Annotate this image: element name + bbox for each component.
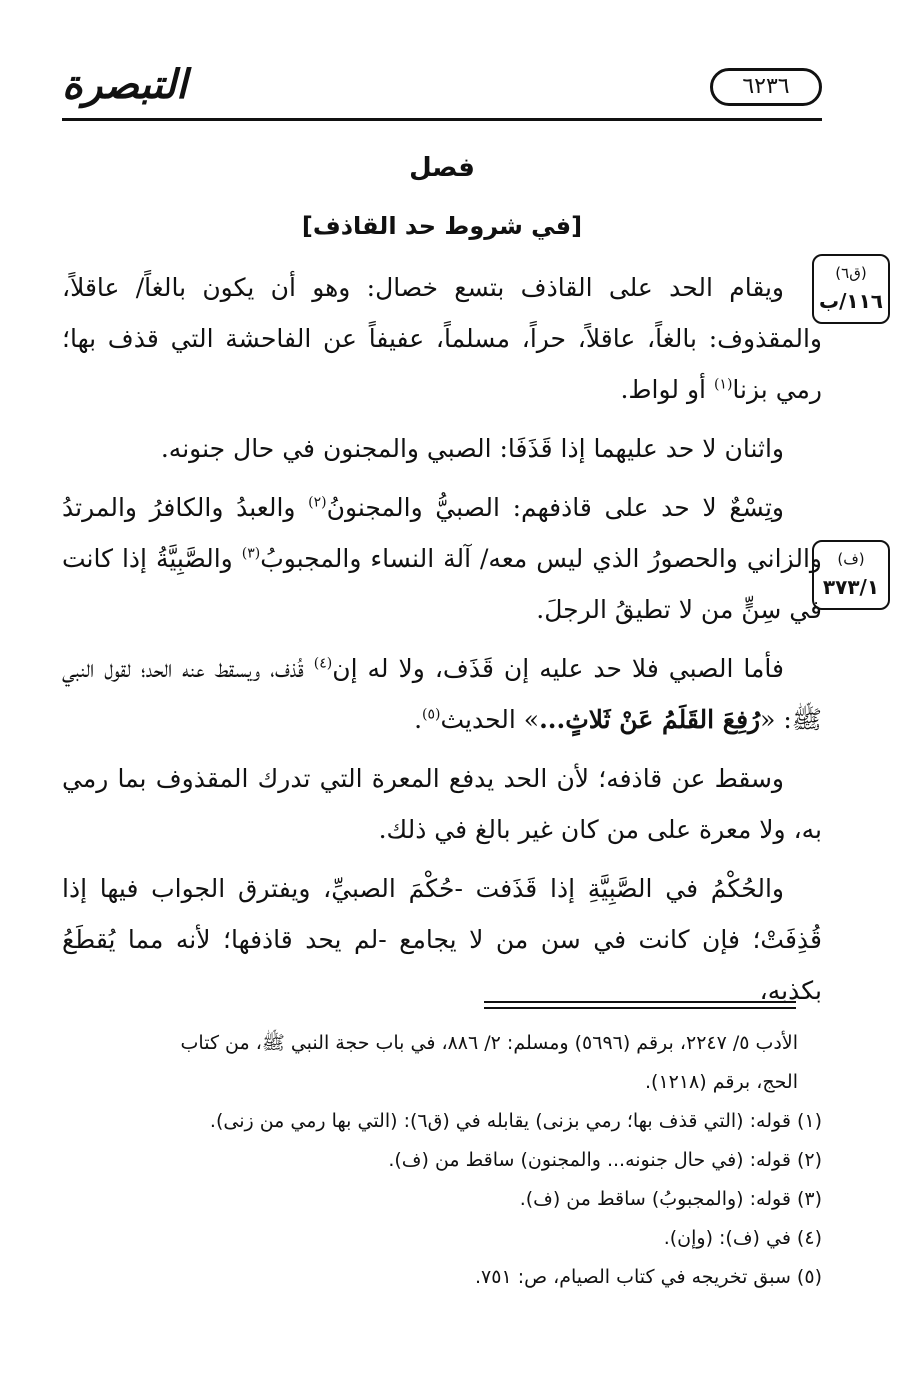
page-number: ٦٢٣٦: [710, 68, 822, 106]
hadith-quote: رُفِعَ القَلَمُ عَنْ ثَلاثٍ...: [539, 705, 761, 734]
paragraph-1: [62, 262, 822, 415]
header-rule: [62, 118, 822, 121]
footnote-continuation: الأدب ٥/ ٢٢٤٧، برقم (٥٦٩٦) ومسلم: ٢/ ٨٨٦، في باب حجة النبي ﷺ، من كتاب: [180, 1032, 798, 1054]
section-title: [62, 206, 822, 246]
paragraph-3: [62, 482, 822, 635]
footnote-separator-second-line: [484, 1007, 796, 1009]
paragraph-text: .: [414, 705, 423, 734]
paragraph-6: والحُكْمُ في الصَّبِيَّةِ إذا قَذَفت -حُكْمَ الصبيِّ، ويفترق الجواب فيها إذا قُذِفَتْ؛ فإن كانت في سن من لا يجامع -لم يحد قاذفها؛ لأنه مما يُقطَعُ بكذبه،: [62, 874, 822, 1005]
main-text: [62, 262, 822, 1024]
paragraph-text: والصَّبِيَّةُ إذا كانت في سِنٍّ من لا تطيقُ الرجلَ.: [62, 544, 822, 624]
page-header: [62, 60, 822, 120]
paragraph-2: واثنان لا حد عليهما إذا قَذَفَا: الصبي والمجنون في حال جنونه.: [160, 434, 784, 463]
footnote-1: (١) قوله: (التي قذف بها؛ رمي بزنى) يقابله في (ق٦): (التي بها رمي من زنى).: [209, 1110, 822, 1132]
footnote-ref-5: (٥): [422, 706, 441, 723]
footnote-ref-1: (١): [713, 376, 733, 393]
margin-note-source: (ف): [837, 550, 865, 568]
margin-note-manuscript-f: [812, 540, 890, 610]
paragraph-text: قُذف، ويسقط عنه الحد؛ لقول النبي ﷺ: «: [62, 654, 822, 734]
chapter-title: فصل: [409, 153, 475, 183]
footnote-5: (٥) سبق تخريجه في كتاب الصيام، ص: ٧٥١.: [475, 1266, 822, 1288]
paragraph-5: وسقط عن قاذفه؛ لأن الحد يدفع المعرة التي تدرك المقذوف بما رمي به، ولا معرة على من كان غير بالغ في ذلك.: [62, 764, 822, 844]
footnote-ref-3: (٣): [241, 545, 261, 562]
section-title-text: في شروط حد القاذف: [312, 212, 572, 240]
margin-note-folio: ٣٧٣/١: [822, 575, 880, 599]
section-close-bracket: ]: [301, 212, 313, 240]
footnote-ref-4: (٤): [313, 655, 333, 672]
footnote-4: (٤) في (ف): (وإن).: [663, 1227, 822, 1249]
paragraph-4: [62, 643, 822, 745]
paragraph-text: أو لواط.: [620, 375, 714, 404]
paragraph-text: والعبدُ والكافرُ والمرتدُ والزاني والحصورُ الذي ليس معه/ آلة النساء والمجبوبُ: [62, 493, 822, 573]
footnote-2: (٢) قوله: (في حال جنونه... والمجنون) ساقط من (ف).: [388, 1149, 822, 1171]
paragraph-text: ويقام الحد على القاذف بتسع خصال: وهو أن يكون بالغاً/ عاقلاً، والمقذوف: بالغاً، عاقلاً، حراً، مسلماً، عفيفاً عن الفاحشة التي قذف بها؛ رمي بزنا: [62, 273, 822, 404]
section-open-bracket: [: [571, 212, 583, 240]
margin-note-manuscript-q6: [812, 254, 890, 324]
paragraph-text: فأما الصبي فلا حد عليه إن قَذَف، ولا له إن: [332, 654, 784, 683]
margin-note-source: (ق٦): [835, 264, 867, 282]
footnote-continuation-end: الحج، برقم (١٢١٨).: [644, 1071, 798, 1093]
footnote-3: (٣) قوله: (والمجبوبُ) ساقط من (ف).: [519, 1188, 822, 1210]
paragraph-text: » الحديث: [440, 705, 540, 734]
footnotes: [62, 1024, 822, 1297]
margin-note-folio: ١١٦/ب: [818, 289, 884, 313]
footnote-separator: [484, 1001, 796, 1003]
running-title: التبصرة: [62, 61, 188, 108]
paragraph-text: وتِسْعٌ لا حد على قاذفهم: الصبيُّ والمجنونُ: [326, 493, 784, 522]
footnote-ref-2: (٢): [308, 494, 327, 511]
